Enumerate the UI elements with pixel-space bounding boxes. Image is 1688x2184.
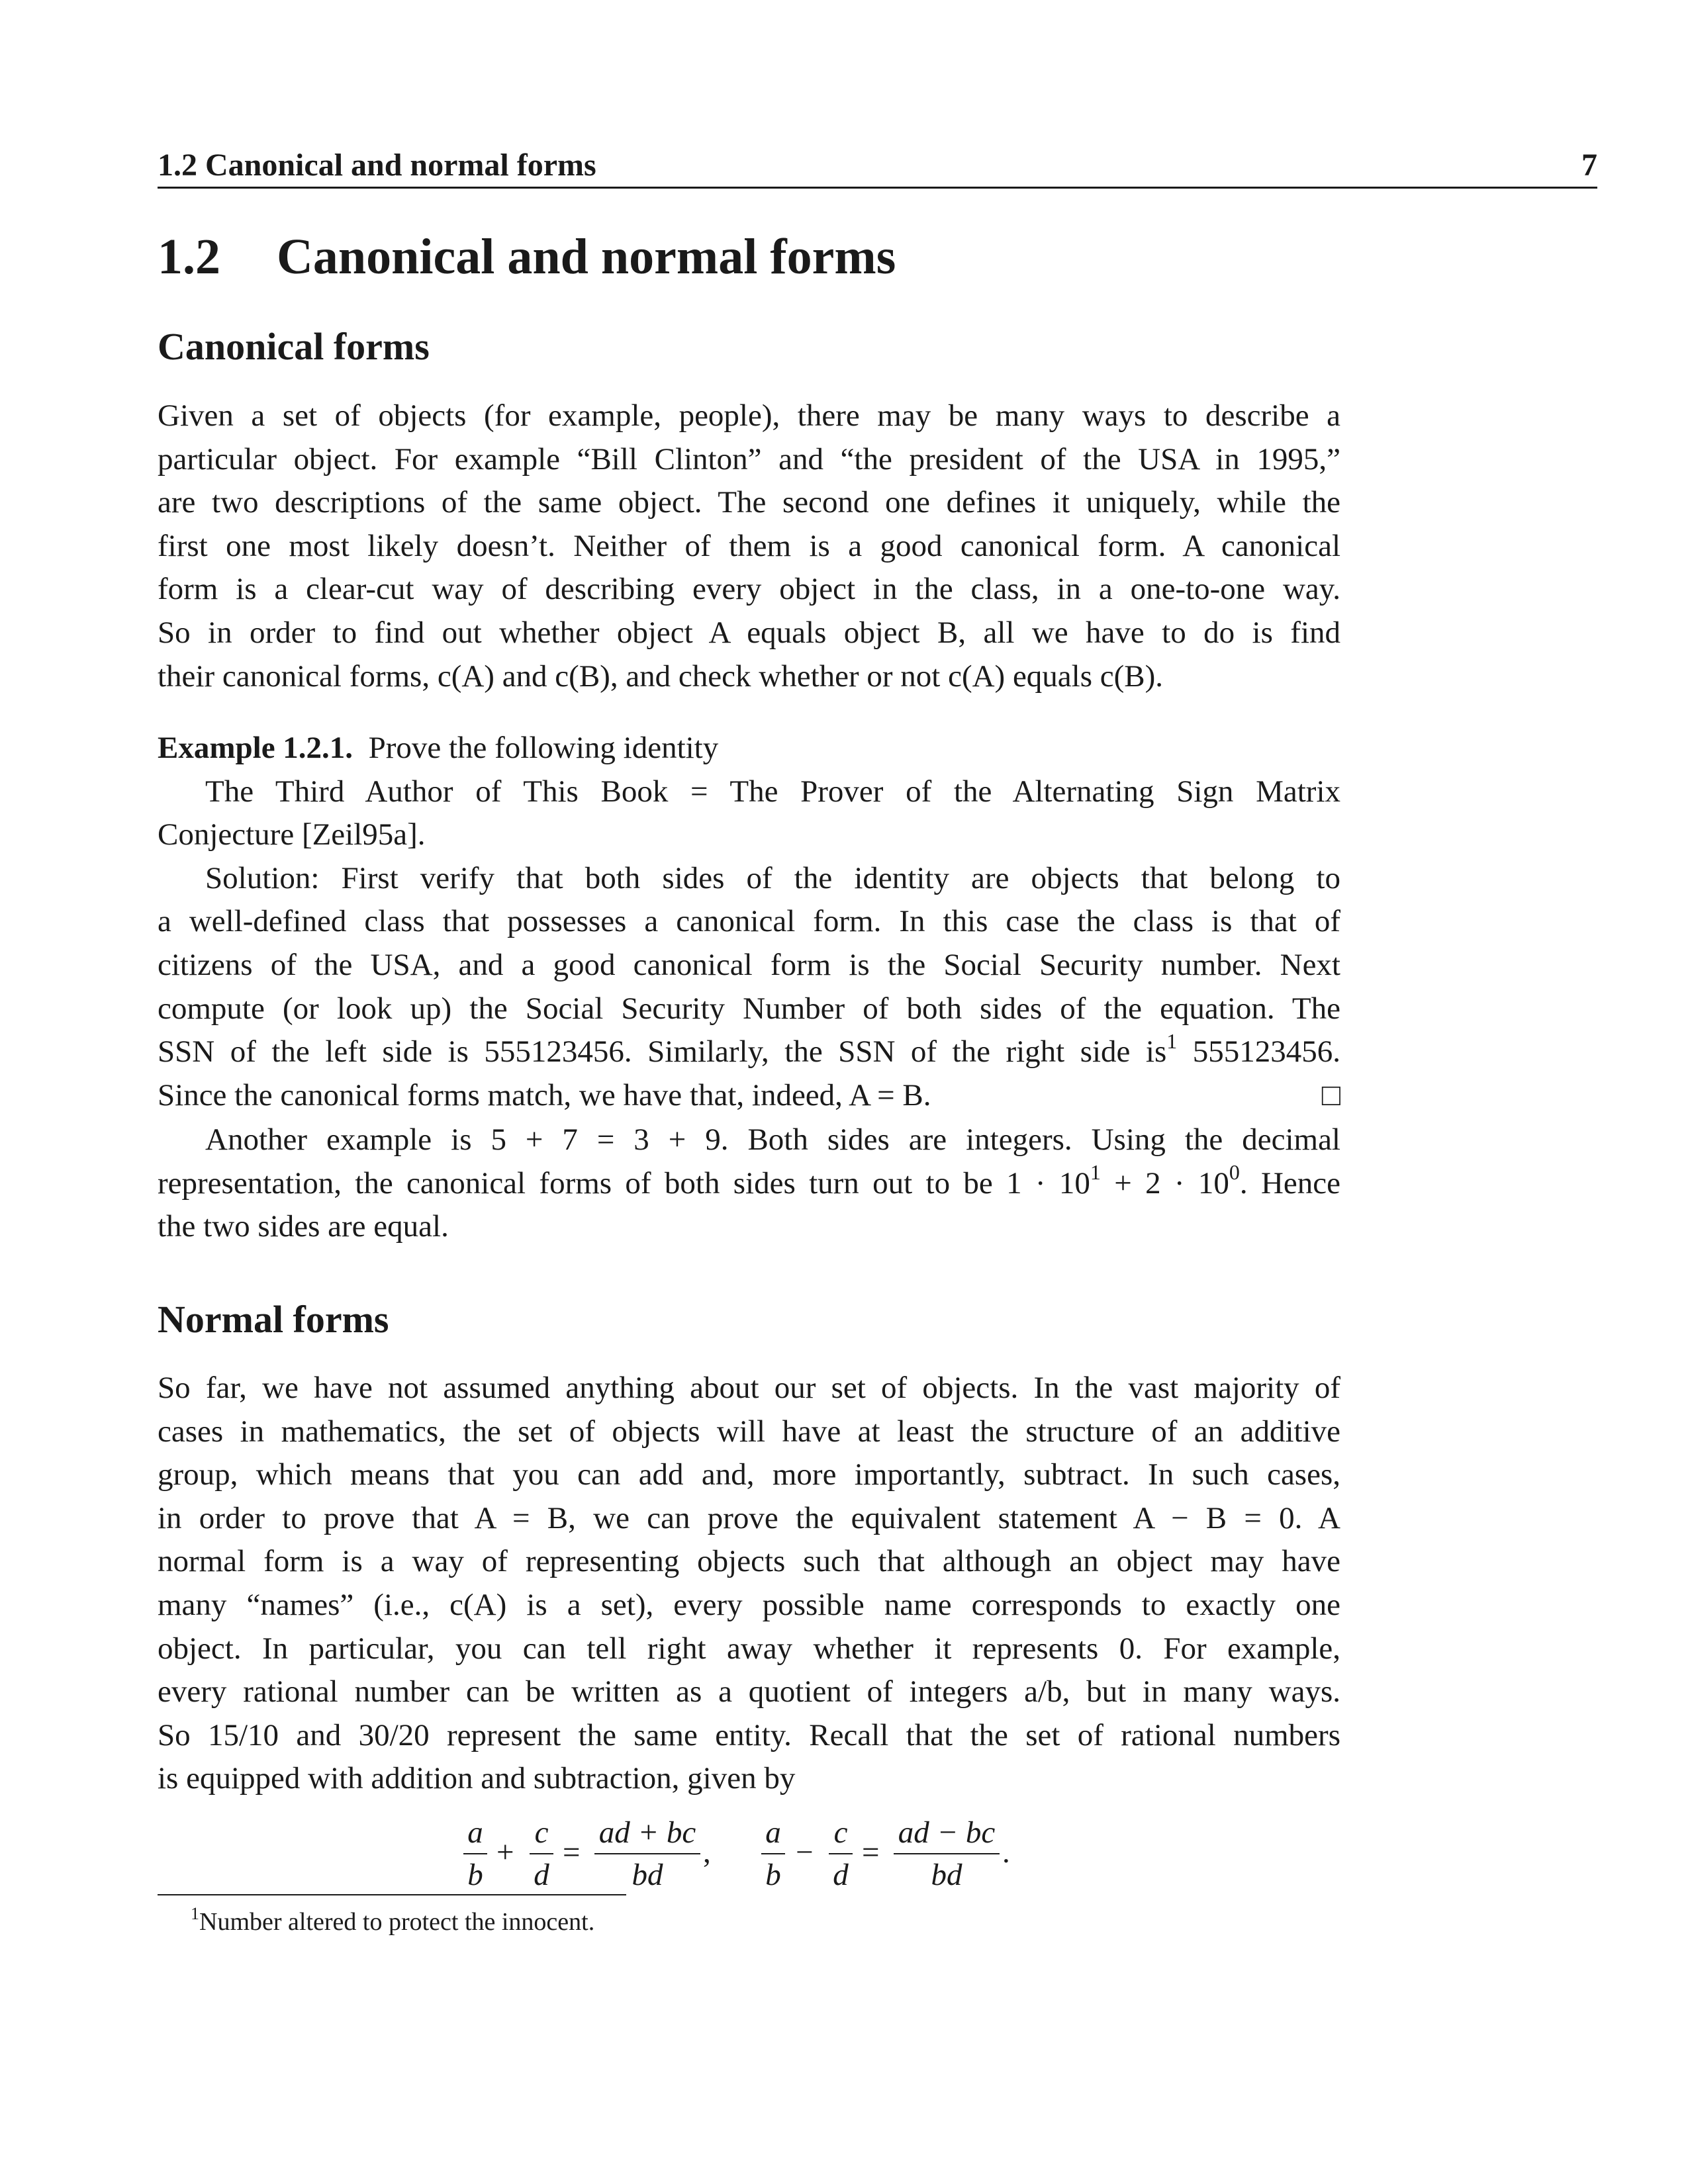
denominator: b — [765, 1858, 781, 1892]
running-header — [158, 144, 1597, 189]
fraction-bar — [463, 1853, 487, 1854]
text-line: is equipped with addition and subtraction, given by — [158, 1761, 796, 1796]
exponent: 0 — [1229, 1160, 1240, 1184]
paragraph-normal-forms — [158, 1367, 1340, 1801]
footnote — [191, 1904, 595, 1936]
identity-line: The Third Author of This Book = The Prover of the Alternating Sign Matrix — [205, 774, 1340, 809]
footnote-number: 1 — [191, 1904, 199, 1924]
solution-line — [158, 1030, 1340, 1074]
text-line: group, which means that you can add and, more importantly, subtract. In such cases, — [158, 1457, 1340, 1492]
fraction-bar — [530, 1853, 553, 1854]
period: . — [1002, 1835, 1010, 1870]
text-line: cases in mathematics, the set of objects will have at least the structure of an additive — [158, 1414, 1340, 1449]
solution-line: a well-defined class that possesses a canonical form. In this case the class is that of — [158, 904, 1340, 939]
example-intro: Prove the following identity — [368, 731, 719, 765]
ssn-value: 555123456. — [1192, 1034, 1341, 1069]
fraction-bar — [761, 1853, 785, 1854]
fraction-a-over-b — [463, 1813, 487, 1894]
text-line: many “names” (i.e., c(A) is a set), every possible name corresponds to exactly one — [158, 1587, 1340, 1622]
text-line: So 15/10 and 30/20 represent the same entity. Recall that the set of rational numbers — [158, 1717, 1340, 1752]
text-line: every rational number can be written as a quotient of integers a/b, but in many ways. — [158, 1674, 1340, 1709]
subsection-heading-canonical: Canonical forms — [158, 325, 430, 368]
solution-line: Solution: First verify that both sides of the identity are objects that belong to — [205, 860, 1340, 895]
section-number: 1.2 — [158, 229, 220, 285]
text-line: are two descriptions of the same object. The second one defines it uniquely, while the — [158, 485, 1340, 520]
section-title-text: Canonical and normal forms — [277, 229, 896, 285]
denominator: b — [467, 1858, 483, 1892]
paragraph-canonical-intro — [158, 394, 1340, 698]
solution-line: citizens of the USA, and a good canonical form is the Social Security number. Next — [158, 947, 1340, 982]
fraction-bar — [829, 1853, 853, 1854]
display-formula — [463, 1813, 1059, 1906]
denominator: bd — [632, 1858, 663, 1892]
identity-line: Conjecture [Zeil95a]. — [158, 817, 426, 852]
fraction-sum — [594, 1813, 700, 1894]
solution-line — [158, 1074, 1340, 1118]
text-line: So in order to find out whether object A equals object B, all we have to do is find — [158, 615, 1340, 650]
text-line: Another example is 5 + 7 = 3 + 9. Both sides are integers. Using the decimal — [205, 1122, 1340, 1157]
running-title: 1.2 Canonical and normal forms — [158, 148, 596, 183]
footnote-mark: 1 — [1166, 1028, 1178, 1053]
text-line — [158, 1162, 1340, 1206]
numerator: ad − bc — [898, 1815, 996, 1850]
numerator: c — [534, 1815, 549, 1850]
numerator: ad + bc — [598, 1815, 696, 1850]
fraction-c-over-d-2 — [829, 1813, 853, 1894]
fraction-bar — [894, 1853, 1000, 1854]
fraction-difference — [894, 1813, 1000, 1894]
minus-operator: − — [796, 1835, 814, 1870]
example-block — [158, 727, 1340, 1117]
fraction-bar — [594, 1853, 700, 1854]
text-line: object. In particular, you can tell right away whether it represents 0. For example, — [158, 1631, 1340, 1666]
equals-operator: = — [862, 1835, 880, 1870]
text-line: Given a set of objects (for example, people), there may be many ways to describe a — [158, 398, 1340, 433]
text-line: in order to prove that A = B, we can prove the equivalent statement A − B = 0. A — [158, 1500, 1340, 1535]
exponent: 1 — [1090, 1160, 1101, 1184]
text-line: first one most likely doesn’t. Neither of them is a good canonical form. A canonical — [158, 528, 1340, 563]
subsection-heading-normal: Normal forms — [158, 1298, 389, 1341]
solution-text: Since the canonical forms match, we have that, indeed, A = B. — [158, 1077, 931, 1113]
comma: , — [703, 1835, 711, 1870]
paragraph-another-example — [158, 1118, 1340, 1249]
fraction-c-over-d — [530, 1813, 553, 1894]
numerator: a — [467, 1815, 483, 1850]
example-heading-line — [158, 727, 1340, 770]
fraction-a-over-b-2 — [761, 1813, 785, 1894]
qed-symbol: □ — [1321, 1077, 1340, 1113]
text-fragment: representation, the canonical forms of both sides turn out to be 1 · 10 — [158, 1165, 1090, 1201]
footnote-rule — [158, 1894, 626, 1895]
example-label: Example 1.2.1. — [158, 731, 353, 765]
text-line: the two sides are equal. — [158, 1209, 449, 1244]
text-fragment: + 2 · 10 — [1114, 1165, 1229, 1201]
text-fragment: . Hence — [1239, 1165, 1340, 1201]
solution-text: SSN of the left side is 555123456. Similarly, the SSN of the right side is — [158, 1034, 1167, 1069]
text-line: So far, we have not assumed anything about our set of objects. In the vast majority of — [158, 1371, 1340, 1405]
solution-line: compute (or look up) the Social Security Number of both sides of the equation. The — [158, 991, 1340, 1026]
numerator: a — [765, 1815, 781, 1850]
footnote-text: Number altered to protect the innocent. — [199, 1908, 595, 1936]
equals-operator: = — [563, 1835, 581, 1870]
text-line: particular object. For example “Bill Clinton” and “the president of the USA in 1995,” — [158, 441, 1340, 477]
numerator: c — [833, 1815, 848, 1850]
page-number: 7 — [1581, 148, 1597, 183]
denominator: d — [534, 1858, 549, 1892]
plus-operator: + — [496, 1835, 514, 1870]
section-title — [158, 228, 896, 286]
text-line: normal form is a way of representing objects such that although an object may have — [158, 1544, 1340, 1579]
text-line: their canonical forms, c(A) and c(B), and check whether or not c(A) equals c(B). — [158, 659, 1164, 694]
denominator: bd — [931, 1858, 962, 1892]
denominator: d — [833, 1858, 849, 1892]
text-line: form is a clear-cut way of describing every object in the class, in a one-to-one way. — [158, 572, 1340, 607]
